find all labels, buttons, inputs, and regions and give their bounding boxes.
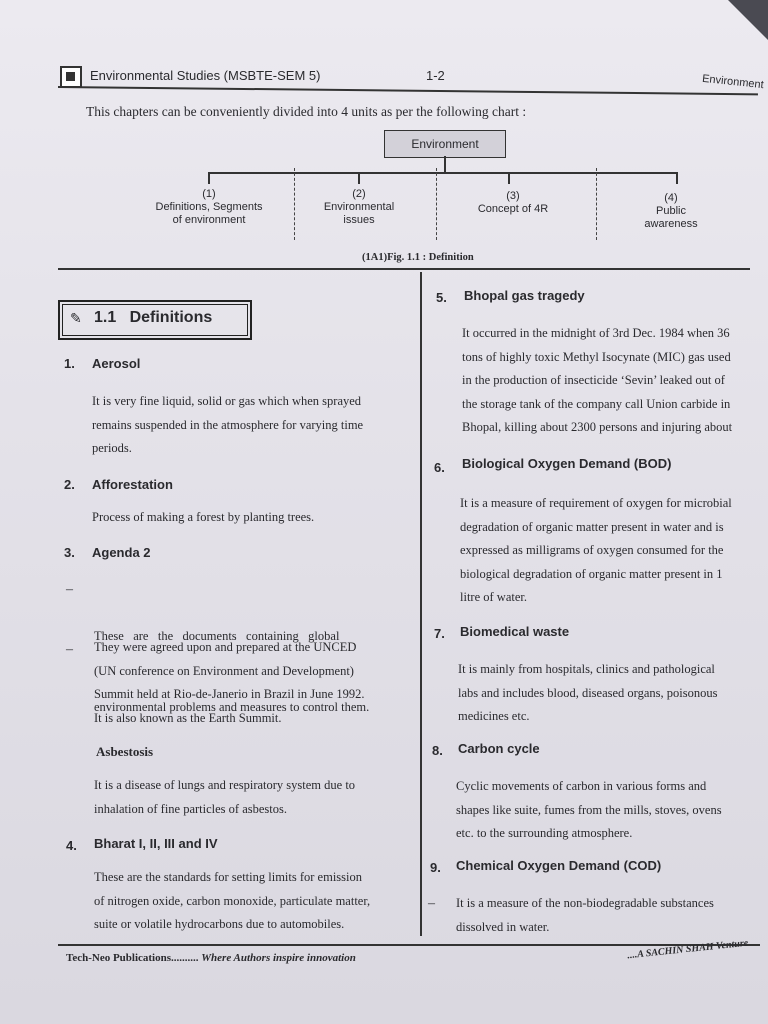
unit-label: Concept of 4R: [477, 203, 549, 215]
text-line: Cyclic movements of carbon in various forms and: [456, 779, 707, 793]
intro-text: This chapters can be conveniently divided into 4 units as per the following chart :: [86, 104, 527, 119]
text-line: It is mainly from hospitals, clinics and pathological: [458, 662, 715, 676]
unit-number: (1): [202, 188, 216, 200]
text-line: expressed as milligrams of oxygen consumed for the: [460, 543, 724, 557]
entry-number: 2.: [64, 477, 75, 492]
text-line: in the production of insecticide ‘Sevin’ leaked out of: [462, 373, 725, 387]
text-line: Process of making a forest by planting trees.: [92, 510, 315, 524]
unit-label: Definitions, Segments: [155, 201, 263, 213]
text-line: They were agreed upon and prepared at the UNCED: [94, 640, 357, 654]
entry-number: 7.: [434, 626, 445, 641]
text-line: the storage tank of the company call Union carbide in: [462, 396, 731, 411]
dash-bullet: –: [66, 642, 73, 657]
entry-title: Asbestosis: [96, 744, 154, 759]
chart-root-box: Environment: [384, 130, 506, 158]
text-line: remains suspended in the atmosphere for varying time: [92, 417, 364, 432]
entry-title: Chemical Oxygen Demand (COD): [456, 858, 662, 873]
text-line: tons of highly toxic Methyl Isocynate (MIC) gas used: [462, 349, 731, 364]
entry-number: 3.: [64, 545, 75, 560]
unit-label: of environment: [172, 214, 246, 226]
text-line: litre of water.: [460, 590, 527, 604]
chart-drop: [358, 172, 360, 184]
chart-unit-2: [284, 188, 434, 227]
entry-number: 9.: [430, 860, 441, 875]
dash-bullet: –: [66, 582, 73, 597]
page-number: 1-2: [426, 68, 445, 83]
text-line: It is a measure of the non-biodegradable substances: [456, 896, 714, 910]
header-title: Environmental Studies (MSBTE-SEM 5): [90, 68, 321, 83]
text-line: Summit held at Rio-de-Janerio in Brazil in June 1992.: [94, 687, 365, 701]
text-line: biological degradation of organic matter present in 1: [460, 566, 723, 581]
entry-title: Bhopal gas tragedy: [464, 288, 585, 303]
entry-body: [94, 866, 414, 937]
entry-body: [92, 506, 414, 530]
entry-body: [94, 636, 414, 730]
entry-title: Biological Oxygen Demand (BOD): [462, 456, 672, 471]
entry-title: Aerosol: [92, 356, 141, 371]
chart-connector: [444, 156, 446, 172]
text-line: It occurred in the midnight of 3rd Dec. 1984 when 36: [462, 326, 730, 340]
text-line: medicines etc.: [458, 709, 530, 723]
chart-unit-1: [134, 188, 284, 227]
running-header: [58, 64, 768, 90]
entry-title: Agenda 2: [92, 545, 151, 560]
text-line: It is also known as the Earth Summit.: [94, 710, 282, 725]
entry-body: [456, 892, 756, 939]
text-line: labs and includes blood, diseased organs, poisonous: [458, 685, 718, 700]
text-line: These are the standards for setting limits for emission: [94, 870, 362, 884]
pencil-icon: ✎: [70, 312, 82, 327]
unit-number: (3): [506, 190, 520, 202]
text-line: shapes like suite, fumes from the mills, stoves, ovens: [456, 802, 722, 817]
entry-body: [458, 658, 758, 729]
publisher-tagline: Where Authors inspire innovation: [201, 952, 356, 964]
text-line: dissolved in water.: [456, 919, 550, 934]
text-line: It is a disease of lungs and respiratory system due to: [94, 778, 356, 792]
entry-number: 8.: [432, 743, 443, 758]
header-chapter: Environment: [701, 72, 765, 92]
chart-drop: [676, 172, 678, 184]
entry-number: 1.: [64, 356, 75, 371]
unit-label: awareness: [644, 218, 698, 230]
section-rule: [58, 268, 750, 270]
chart-divider: [436, 168, 437, 240]
chart-drop: [208, 172, 210, 184]
text-line: etc. to the surrounding atmosphere.: [456, 826, 633, 840]
figure-caption: (1A1)Fig. 1.1 : Definition: [362, 252, 474, 263]
entry-title: Carbon cycle: [458, 741, 540, 756]
text-line: degradation of organic matter present in water and is: [460, 519, 724, 534]
chart-unit-3: [438, 190, 588, 216]
entry-body: [460, 492, 760, 610]
entry-number: 6.: [434, 460, 445, 475]
text-line: suite or volatile hydrocarbons due to automobiles.: [94, 917, 345, 931]
unit-label: Environmental: [323, 201, 395, 213]
text-line: environmental problems and measures to control them.: [94, 699, 370, 714]
text-line: of nitrogen oxide, carbon monoxide, particulate matter,: [94, 893, 371, 908]
entry-number: 5.: [436, 290, 447, 305]
chart-drop: [508, 172, 510, 184]
section-title: 1.1 Definitions: [94, 309, 213, 326]
publisher-logo-icon: [60, 66, 82, 88]
unit-chart: [100, 128, 740, 248]
text-line: periods.: [92, 441, 132, 455]
entry-title: Afforestation: [92, 477, 173, 492]
chart-unit-4: [596, 192, 746, 231]
text-line: Bhopal, killing about 2300 persons and injuring about: [462, 420, 733, 434]
publisher-name: Tech-Neo Publications: [66, 952, 172, 964]
text-line: inhalation of fine particles of asbestos.: [94, 801, 287, 816]
text-line: It is very fine liquid, solid or gas which when sprayed: [92, 394, 362, 408]
text-line: (UN conference on Environment and Development): [94, 663, 354, 678]
section-heading-box: [58, 300, 252, 340]
entry-body: [94, 774, 414, 821]
text-line: It is a measure of requirement of oxygen for microbial: [460, 496, 732, 510]
unit-label: Public: [656, 205, 686, 217]
chart-branch-line: [208, 172, 676, 174]
venture-name: A SACHIN SHAH Venture: [636, 937, 749, 961]
unit-number: (4): [664, 192, 678, 204]
column-separator: [420, 272, 422, 936]
entry-title: Biomedical waste: [460, 624, 570, 639]
unit-label: issues: [343, 214, 375, 226]
footer-rule: [58, 944, 760, 946]
page-corner-shadow: [728, 0, 768, 40]
entry-body: [456, 775, 756, 846]
entry-number: 4.: [66, 838, 77, 853]
dash-bullet: –: [428, 896, 435, 911]
entry-body: [92, 390, 414, 461]
unit-number: (2): [352, 188, 366, 200]
footer-venture: ....A SACHIN SHAH Venture: [626, 937, 749, 962]
entry-title: Bharat I, II, III and IV: [94, 836, 218, 851]
text-line: These are the documents containing global: [94, 629, 340, 643]
entry-body: [462, 322, 762, 440]
footer-publisher: Tech-Neo Publications.......... Where Authors inspire innovation: [66, 952, 356, 964]
